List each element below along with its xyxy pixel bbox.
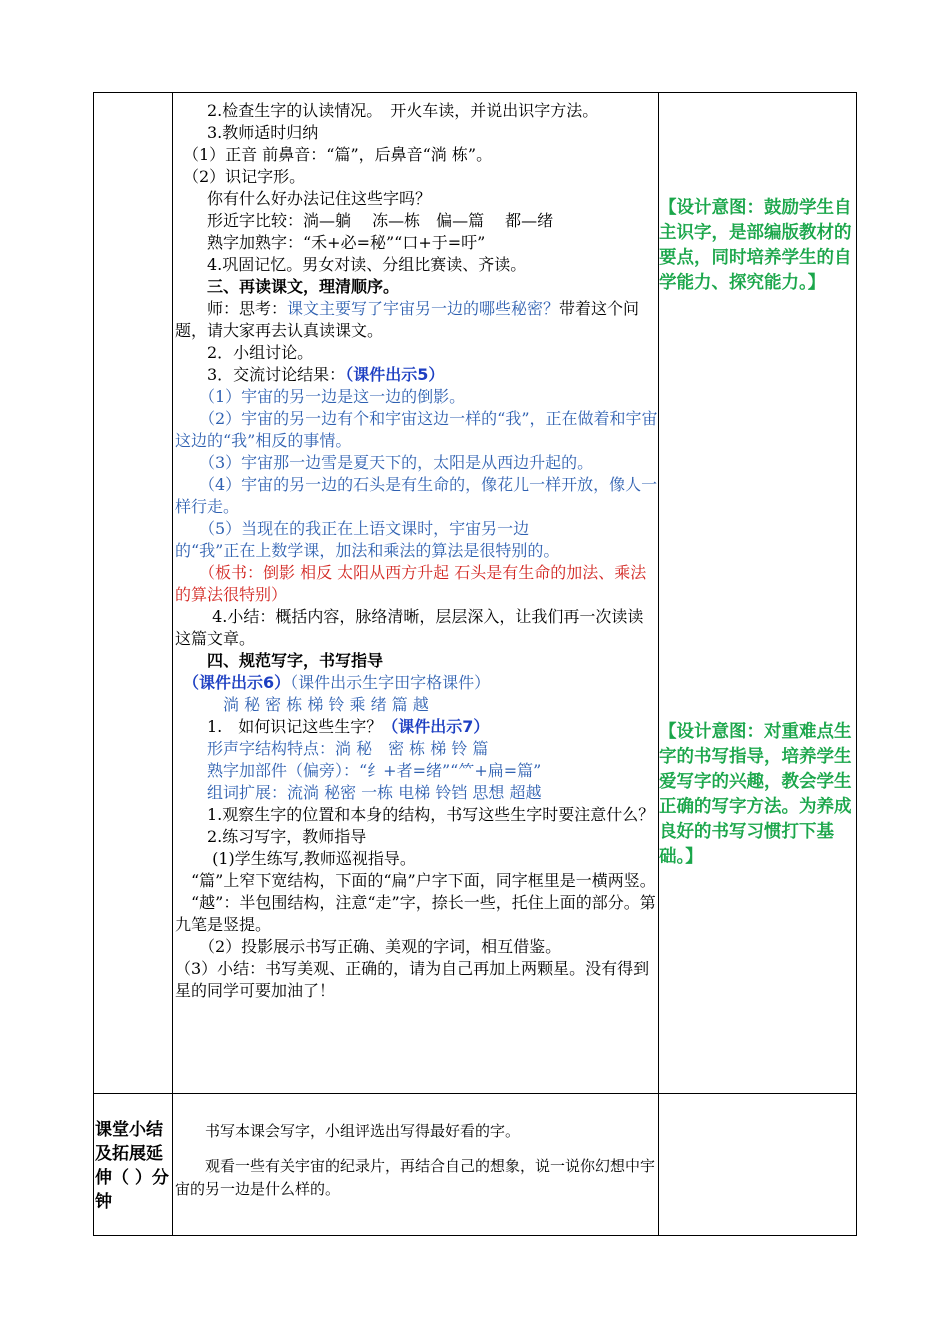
content-line <box>175 298 659 342</box>
result-line: （2）宇宙的另一边有个和宇宙这边一样的“我”，正在做着和宇宙这边的“我”相反的事情。 <box>175 409 658 450</box>
character-notes: 组词扩展：流淌 秘密 一栋 电梯 铃铛 思想 超越 <box>175 783 542 802</box>
content-line: 2．小组讨论。 <box>175 343 314 362</box>
content-line: “越”：半包围结构，注意“走”字，捺长一些，托住上面的部分。第九笔是竖提。 <box>175 893 656 934</box>
result-line: （4）宇宙的另一边的石头是有生命的，像花儿一样开放，像人一样行走。 <box>175 475 658 516</box>
extension-content <box>175 1120 659 1201</box>
courseware-desc: （课件出示生字田字格课件） <box>290 673 491 692</box>
board-note: （板书：倒影 相反 太阳从西方升起 石头是有生命的加法、乘法的算法很特别） <box>175 563 647 604</box>
content-line: 2.练习写字，教师指导 <box>175 827 367 846</box>
section-heading: 三、再读课文，理清顺序。 <box>175 277 400 296</box>
content-line: 熟字加熟字：“禾+必=秘”“口+于=吁” <box>175 233 486 252</box>
content-line: 4.巩固记忆。男女对读、分组比赛读、齐读。 <box>175 255 527 274</box>
extension-line <box>175 1120 659 1143</box>
content-text: 1. 如何识记这些生字？ <box>175 717 383 736</box>
content-text: 带着这个问题，请大家再去认真读课文。 <box>175 299 640 340</box>
content-line <box>175 716 659 738</box>
character-notes: 熟字加部件（偏旁）：“纟+者=绪”“⺮+扁=篇” <box>175 761 542 780</box>
character-list: 淌 秘 密 栋 梯 铃 乘 绪 篇 越 <box>175 695 429 714</box>
courseware-tag: （课件出示5） <box>345 365 445 384</box>
result-line: （3）宇宙那一边雪是夏天下的，太阳是从西边升起的。 <box>175 453 594 472</box>
content-line: (1)学生练写,教师巡视指导。 <box>175 849 416 868</box>
content-line: 你有什么好办法记住这些字吗？ <box>175 189 432 208</box>
content-line: （1）正音 前鼻音：“篇”，后鼻音“淌 栋”。 <box>175 145 493 164</box>
content-line: （2）投影展示书写正确、美观的字词，相互借鉴。 <box>175 937 562 956</box>
row-label: 课堂小结及拓展延伸（ ）分钟 <box>95 1120 169 1212</box>
content-line: “篇”上窄下宽结构，下面的“扁”户字下面，同字框里是一横两竖。 <box>175 871 656 890</box>
table-row-divider <box>93 1093 857 1094</box>
extension-line <box>175 1155 659 1201</box>
content-line: （3）小结：书写美观、正确的，请为自己再加上两颗星。没有得到星的同学可要加油了！ <box>175 959 650 1000</box>
design-intent-note: 【设计意图：对重难点生字的书写指导，培养学生爱写字的兴趣，教会学生正确的写字方法。为养成良好的书写习惯打下基础。】 <box>659 722 852 867</box>
spacer <box>175 1143 659 1155</box>
result-line: 的“我”正在上数学课，加法和乘法的算法是很特别的。 <box>175 541 560 560</box>
courseware-tag: （课件出示6） <box>175 673 291 692</box>
question-text: 课文主要写了宇宙另一边的哪些秘密？ <box>287 299 560 318</box>
table-border-bottom <box>93 1235 857 1236</box>
courseware-tag: （课件出示7） <box>382 717 490 736</box>
design-intent-note: 【设计意图：鼓励学生自主识字，是部编版教材的要点，同时培养学生的自学能力、探究能力。】 <box>659 198 852 293</box>
content-line: （2）识记字形。 <box>175 167 306 186</box>
content-line <box>175 672 659 694</box>
character-notes: 形声字结构特点：淌 秘 密 栋 梯 铃 篇 <box>175 739 489 758</box>
table-divider-col1 <box>172 92 173 1236</box>
content-line: 4.小结：概括内容，脉络清晰，层层深入，让我们再一次读读这篇文章。 <box>175 607 644 648</box>
content-text: 3．交流讨论结果： <box>175 365 346 384</box>
content-line: 1.观察生字的位置和本身的结构，书写这些生字时要注意什么？ <box>175 805 655 824</box>
result-line: （1）宇宙的另一边是这一边的倒影。 <box>175 387 466 406</box>
content-line: 3.教师适时归纳 <box>175 123 319 142</box>
lesson-content <box>175 100 659 1002</box>
content-line: 2.检查生字的认读情况。 开火车读，并说出识字方法。 <box>175 101 599 120</box>
result-line: （5）当现在的我正在上语文课时，宇宙另一边 <box>175 519 530 538</box>
content-text: 师：思考： <box>175 299 288 318</box>
content-line <box>175 364 659 386</box>
section-heading: 四、规范写字，书写指导 <box>175 651 384 670</box>
table-border-left <box>93 92 94 1236</box>
extension-text: 书写本课会写字，小组评选出写得最好看的字。 <box>205 1122 521 1140</box>
extension-text: 观看一些有关宇宙的纪录片，再结合自己的想象，说一说你幻想中宇宙的另一边是什么样的。 <box>175 1157 656 1198</box>
table-border-top <box>93 92 857 93</box>
content-line: 形近字比较：淌—躺 冻—栋 偏—篇 都—绪 <box>175 211 554 230</box>
